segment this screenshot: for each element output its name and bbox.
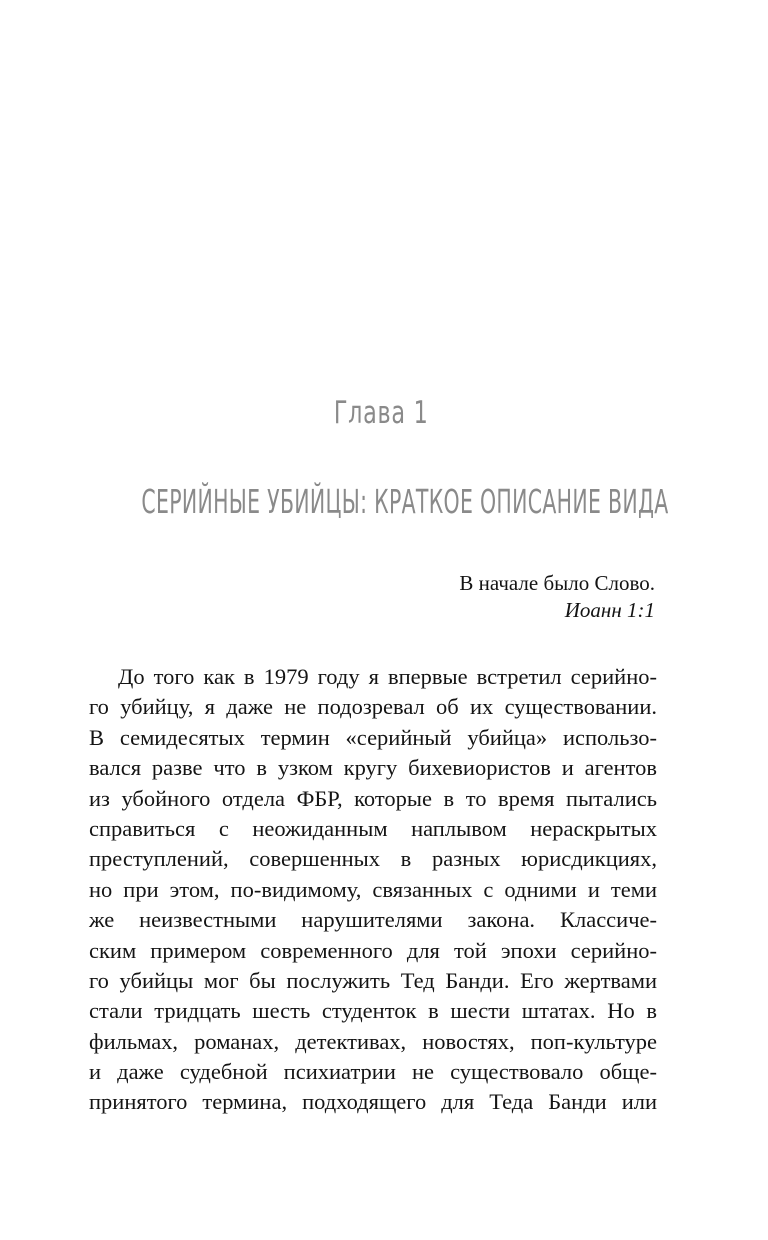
epigraph-text: В начале было Слово. xyxy=(459,571,655,595)
text-line: и даже судебной психиатрии не существовало обще- xyxy=(89,1059,657,1085)
body-paragraph xyxy=(89,662,657,1118)
text-line: До того как в 1979 году я впервые встретил серийно- xyxy=(118,664,657,689)
text-line: из убойного отдела ФБР, которые в то время пытались xyxy=(89,785,657,811)
text-line: го убийцы мог бы послужить Тед Банди. Его жертвами xyxy=(89,967,657,993)
epigraph xyxy=(459,570,655,624)
text-line: ским примером современного для той эпохи серийно- xyxy=(89,937,657,963)
text-line: но при этом, по-видимому, связанных с одними и теми xyxy=(89,876,657,902)
text-line: справиться с неожиданным наплывом нераскрытых xyxy=(89,815,657,841)
text-line: же неизвестными нарушителями закона. Классиче- xyxy=(89,907,657,933)
text-line: го убийцу, я даже не подозревал об их существовании. xyxy=(89,694,657,720)
chapter-label: Глава 1 xyxy=(333,395,429,431)
text-line: фильмах, романах, детективах, новостях, поп-культуре xyxy=(89,1028,657,1054)
text-line: принятого термина, подходящего для Теда Банди или xyxy=(89,1089,657,1115)
chapter-title: СЕРИЙНЫЕ УБИЙЦЫ: КРАТКОЕ ОПИСАНИЕ ВИДА xyxy=(141,482,669,521)
epigraph-source: Иоанн 1:1 xyxy=(564,598,655,622)
text-line: преступлений, совершенных в разных юрисдикциях, xyxy=(89,846,657,872)
text-line: вался разве что в узком кругу бихевиористов и агентов xyxy=(89,755,657,781)
text-line: стали тридцать шесть студенток в шести штатах. Но в xyxy=(89,998,657,1024)
text-line: В семидесятых термин «серийный убийца» использо- xyxy=(89,724,657,750)
